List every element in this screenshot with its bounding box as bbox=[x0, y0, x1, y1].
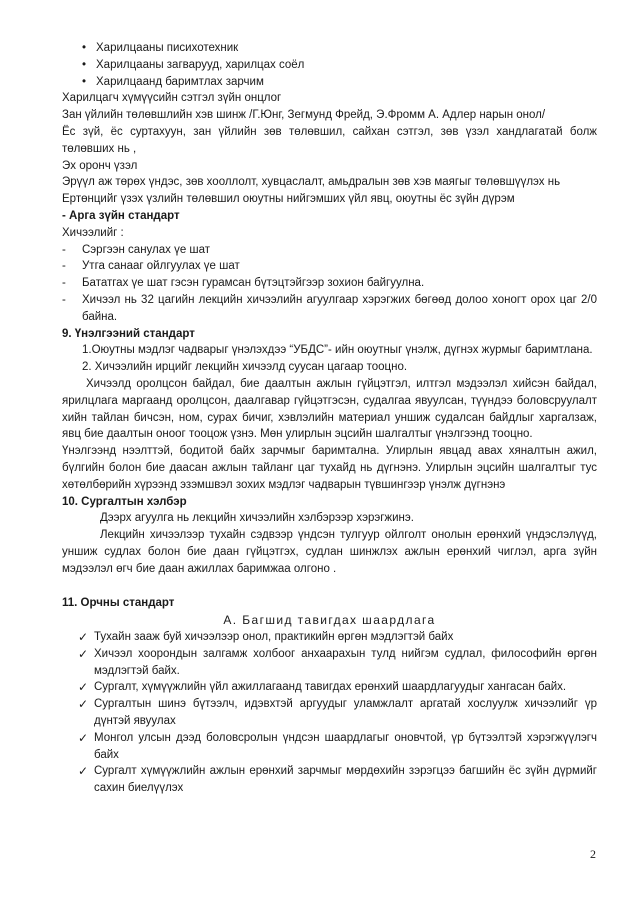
paragraph: Лекцийн хичээлээр тухайн сэдвээр үндсэн тулгуур ойлголт онолын ерөнхий үндэслэлүүд, уншиж судлах болон бие даан гүйцэтгэх, судлан шинжлэх ажлын ерөнхий чиглэл, арга зүйн мэдээлэл өгч бие даан ажиллах баримжаа олгоно . bbox=[62, 529, 597, 575]
list-item-text: Сургалтын шинэ бүтээлч, идэвхтэй аргуудыг уламжлалт аргатай хослуулж хичээлийг үр дүнтэй явуулах bbox=[94, 698, 597, 728]
dash-marker: - bbox=[62, 293, 66, 306]
check-icon: ✓ bbox=[77, 646, 88, 661]
paragraph: Ёс зүй, ёс суртахуун, зан үйлийн зөв төлөвшил, сайхан сэтгэл, зөв үзэл хандлагатай болж төлөвших нь , bbox=[62, 125, 597, 155]
paragraph: Эх оронч үзэл bbox=[62, 159, 138, 172]
check-icon: ✓ bbox=[77, 680, 88, 695]
list-item bbox=[62, 242, 597, 259]
env-heading: 11. Орчны стандарт bbox=[62, 596, 175, 609]
method-heading bbox=[62, 208, 597, 225]
sub-line: Харилцагч хүмүүсийн сэтгэл зүйн онцлог bbox=[62, 92, 282, 105]
paragraph: Ертөнцийг үзэх үзлийн төлөвшил оюутны нийгэмших үйл явц, оюутны ёс зүйн дүрэм bbox=[62, 193, 515, 206]
list-item-text: Бататгах үе шат гэсэн гурамсан бүтэцтэйгээр зохион байгуулна. bbox=[82, 277, 425, 290]
list-item bbox=[62, 763, 597, 797]
dash-marker: - bbox=[62, 243, 66, 256]
list-item bbox=[62, 40, 597, 57]
paragraph: Дээрх агуулга нь лекцийн хичээлийн хэлбэрээр хэрэгжинэ. bbox=[100, 512, 414, 525]
list-item-text: Сургалт, хүмүүжлийн үйл ажиллагаанд тавигдах ерөнхий шаардлагуудыг хангасан байх. bbox=[94, 681, 567, 694]
dash-marker: - bbox=[62, 260, 66, 273]
check-icon: ✓ bbox=[77, 697, 88, 712]
list-item bbox=[62, 730, 597, 764]
bullet-marker: • bbox=[81, 42, 86, 54]
paragraph: Эрүүл аж төрөх үндэс, зөв хооллолт, хувцаслалт, амьдралын зөв хэв маягыг төлөвшүүлэх нь bbox=[62, 176, 561, 189]
list-item bbox=[62, 275, 597, 292]
list-item-text: Сургалт хүмүүжлийн ажлын ерөнхий зарчмыг мөрдөхийн зэрэгцээ багшийн ёс зүйн дүрмийг сахин биелүүлэх bbox=[94, 765, 597, 795]
method-label: Хичээлийг : bbox=[62, 226, 124, 239]
check-icon: ✓ bbox=[77, 630, 88, 645]
paragraph: 2. Хичээлийн ирцийг лекцийн хичээлд суусан цагаар тооцно. bbox=[82, 361, 408, 374]
paragraph: Үнэлгээнд нээлттэй, бодитой байх зарчмыг баримтална. Улирлын явцад авах хяналтын ажил, бүлгийн болон бие дааcан ажлын тайланг цаг тухайд нь дүгнэнэ. Улирлын эцсийн шалгалтыг тус хөтөлбөрийн хүрээнд эзэмшвэл зохих мэдлэг чадварын түвшингээр үнэлж дүгнэнэ bbox=[62, 445, 597, 491]
list-item bbox=[62, 74, 597, 91]
check-icon: ✓ bbox=[77, 764, 88, 779]
page-content bbox=[62, 40, 597, 797]
list-item bbox=[62, 258, 597, 275]
paragraph: Хичээлд оролцсон байдал, бие даалтын ажлын гүйцэтгэл, илтгэл мэдээлэл хийсэн байдал, ярилцлага маргаанд оролцсон, даалгавар гүйцэтгэсэн, судалгаа явуулсан, түүндээ боловсруулалт хийн тайлан бичсэн, ном, сурах бичиг, хэвлэлийн материал уншиж судалсан байдлыг харгалзаж, явц бие даалтын оноог тооцож үзнэ. Мөн улирлын эцсийн шалгалтыг үнэлгээнд тооцно. bbox=[62, 377, 597, 441]
list-item-text: Тухайн зааж буй хичээлээр онол, практикийн өргөн мэдлэгтэй байх bbox=[94, 631, 454, 644]
list-item-text: Сэргээн санулах үе шат bbox=[82, 243, 211, 256]
list-item bbox=[62, 292, 597, 326]
method-heading-prefix: - bbox=[62, 209, 70, 222]
list-item-text: Харилцаанд баримтлах зарчим bbox=[96, 75, 264, 88]
list-item-text: Харилцааны загварууд, харилцах соёл bbox=[96, 58, 305, 71]
paragraph: Зан үйлийн төлөвшлийн хэв шинж /Г.Юнг, Зегмунд Фрейд, Э.Фромм А. Адлер нарын онол/ bbox=[62, 109, 546, 122]
list-item bbox=[62, 629, 597, 646]
dash-marker: - bbox=[62, 277, 66, 290]
paragraph: 1.Оюутны мэдлэг чадварыг үнэлэхдээ “УБДС”- ийн оюутныг үнэлж, дүгнэх журмыг баримтлана. bbox=[82, 344, 593, 357]
list-item bbox=[62, 679, 597, 696]
list-item bbox=[62, 646, 597, 680]
eval-heading: 9. Үнэлгээний стандарт bbox=[62, 327, 195, 340]
list-item-text: Харилцааны писихотехник bbox=[96, 42, 239, 54]
list-item-text: Утга санааг ойлгуулах үе шат bbox=[82, 260, 240, 273]
env-subtitle: А. Багшид тавигдах шаардлага bbox=[223, 613, 436, 628]
list-item bbox=[62, 696, 597, 730]
list-item-text: Хичээл нь 32 цагийн лекцийн хичээлийн агуулгаар хэрэгжих бөгөөд долоо хоногт орох цаг 2/0 байна. bbox=[82, 293, 597, 323]
method-heading-text: Арга зүйн стандарт bbox=[69, 209, 180, 222]
page-number: 2 bbox=[590, 847, 596, 861]
form-heading: 10. Сургалтын хэлбэр bbox=[62, 495, 187, 508]
list-item bbox=[62, 57, 597, 74]
check-icon: ✓ bbox=[77, 730, 88, 745]
bullet-marker: • bbox=[81, 58, 86, 71]
bullet-marker: • bbox=[81, 75, 86, 88]
list-item-text: Монгол улсын дээд боловсролын үндсэн шаардлагыг оновчтой, үр бүтээлтэй хэрэгжүүлэгч байх bbox=[94, 731, 597, 761]
list-item-text: Хичээл хоорондын залгамж холбоог анхаарахын тулд нийгэм судлал, философийн өргөн мэдлэгтэй байх. bbox=[94, 647, 597, 677]
